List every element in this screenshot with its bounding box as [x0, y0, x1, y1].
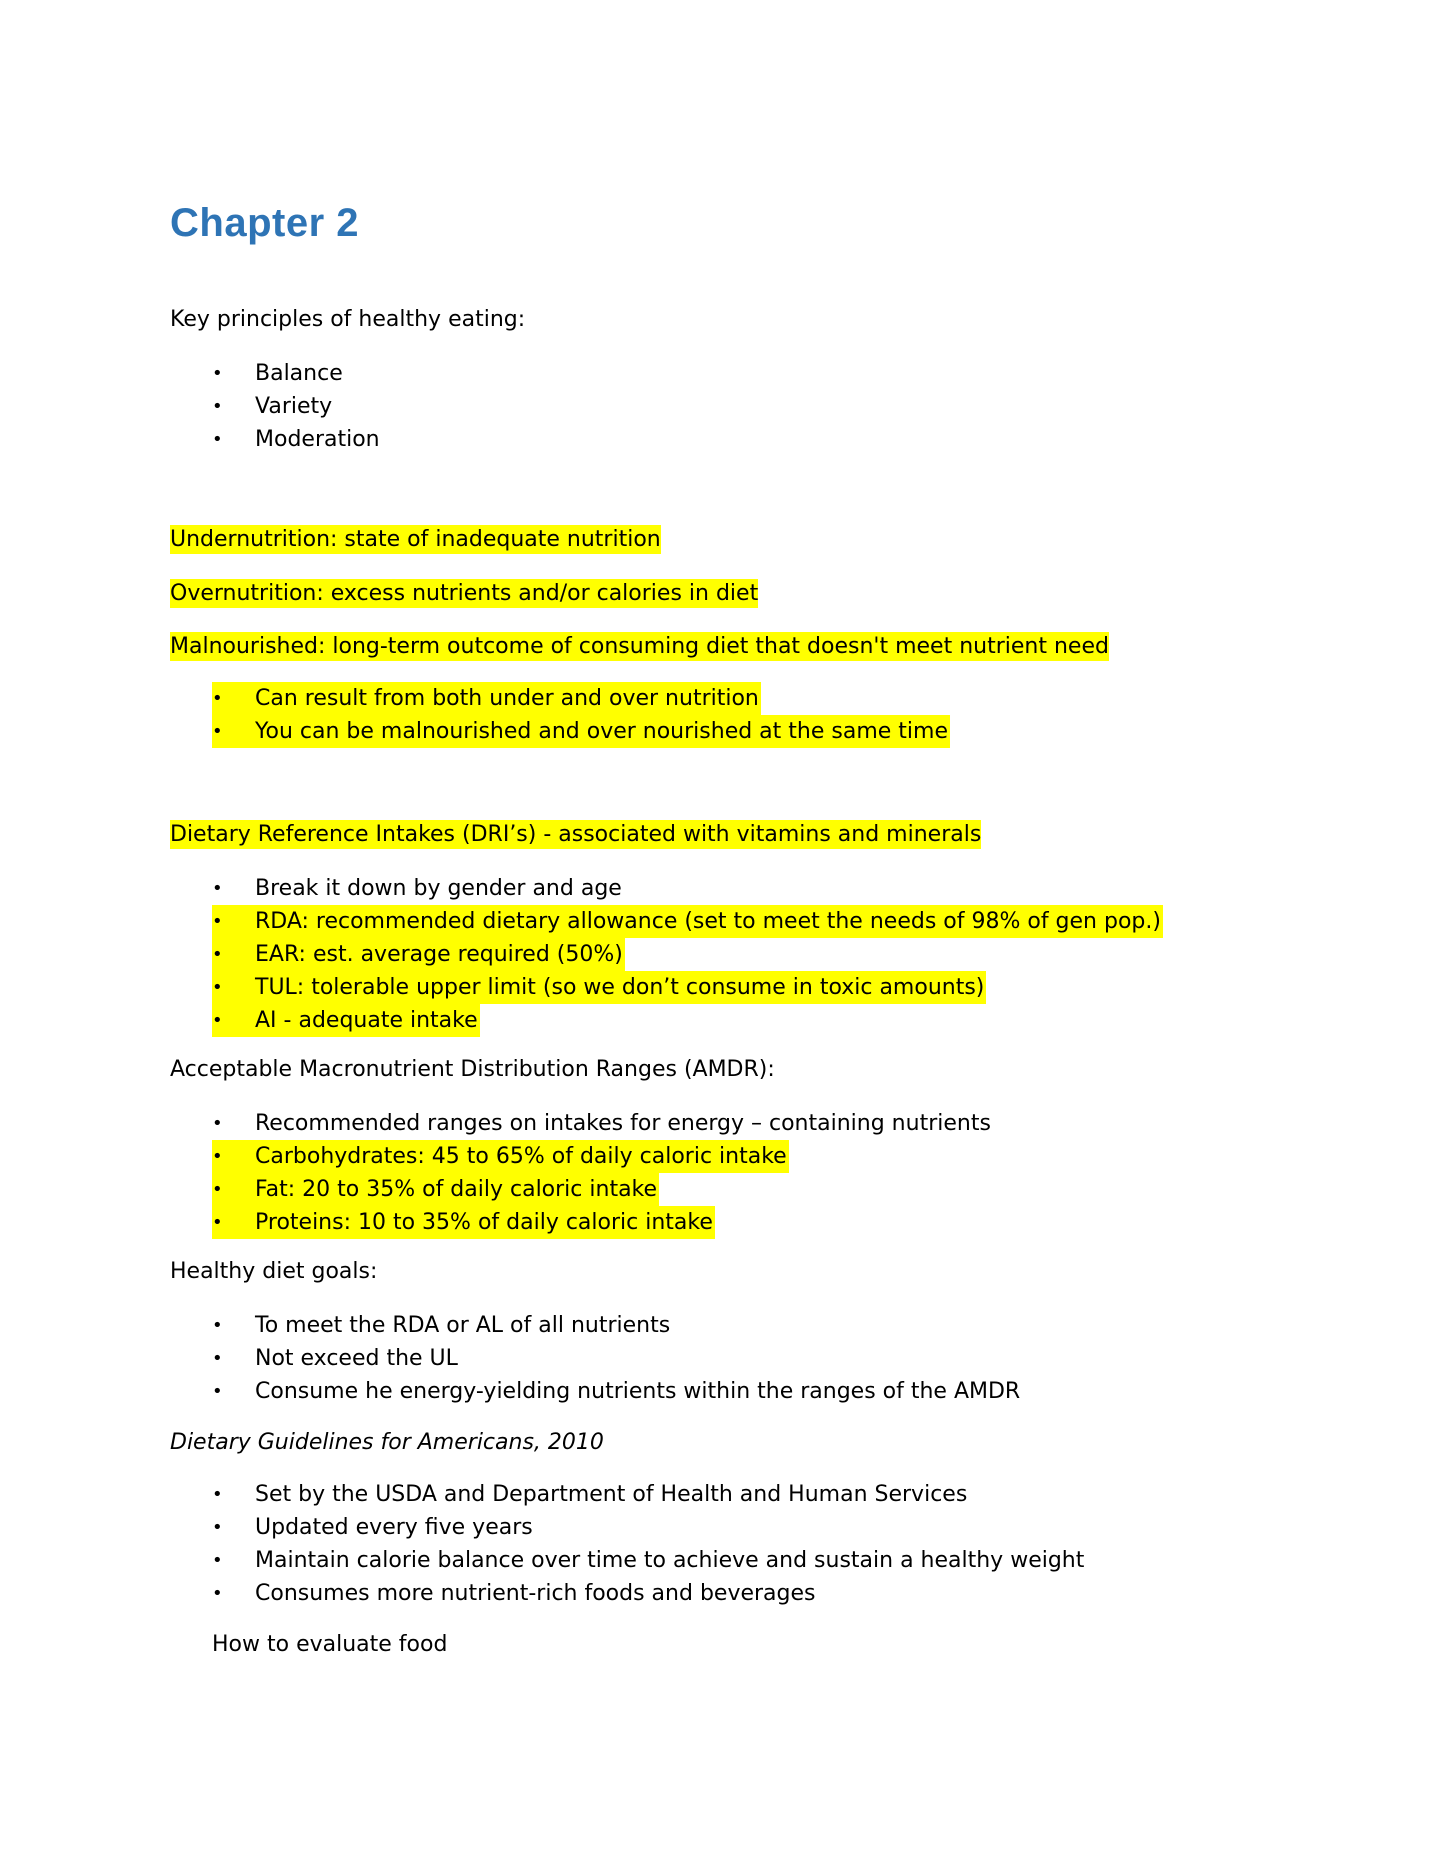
dri-list: [170, 872, 1300, 1037]
list-item: • TUL: tolerable upper limit (so we don’t consume in toxic amounts): [212, 971, 986, 1004]
list-item: • Balance: [212, 357, 1300, 390]
evaluate-food-heading: How to evaluate food: [212, 1632, 448, 1657]
bullet-icon: •: [212, 1179, 223, 1200]
list-item: • Moderation: [212, 423, 1300, 456]
bullet-icon: •: [212, 1583, 223, 1604]
list-item: • Set by the USDA and Department of Health and Human Services: [212, 1478, 1300, 1511]
malnourished-definition: Malnourished: long-term outcome of consuming diet that doesn't meet nutrient need: [170, 634, 1109, 659]
bullet-icon: •: [212, 688, 223, 709]
list-item: • Fat: 20 to 35% of daily caloric intake: [212, 1173, 659, 1206]
overnutrition-definition: Overnutrition: excess nutrients and/or calories in diet: [170, 581, 759, 606]
bullet-icon: •: [212, 396, 223, 417]
list-item: • Break it down by gender and age: [212, 872, 1300, 905]
amdr-list: [170, 1107, 1300, 1239]
list-item: • Variety: [212, 390, 1300, 423]
list-item: • RDA: recommended dietary allowance (set to meet the needs of 98% of gen pop.): [212, 905, 1163, 938]
bullet-icon: •: [212, 1381, 223, 1402]
bullet-icon: •: [212, 944, 223, 965]
bullet-icon: •: [212, 911, 223, 932]
list-item: • EAR: est. average required (50%): [212, 938, 625, 971]
key-principles-heading: Key principles of healthy eating:: [170, 307, 526, 332]
guidelines-list: [170, 1478, 1300, 1610]
list-item: • You can be malnourished and over nourished at the same time: [212, 715, 950, 748]
list-item: • Recommended ranges on intakes for energy – containing nutrients: [212, 1107, 1300, 1140]
undernutrition-definition: Undernutrition: state of inadequate nutrition: [170, 527, 661, 552]
bullet-icon: •: [212, 1550, 223, 1571]
guidelines-heading: Dietary Guidelines for Americans, 2010: [170, 1430, 604, 1455]
bullet-icon: •: [212, 721, 223, 742]
goals-list: [170, 1309, 1300, 1408]
goals-heading: Healthy diet goals:: [170, 1259, 378, 1284]
list-item: • Carbohydrates: 45 to 65% of daily caloric intake: [212, 1140, 789, 1173]
list-item: • Consumes more nutrient-rich foods and beverages: [212, 1577, 1300, 1610]
list-item: • Not exceed the UL: [212, 1342, 1300, 1375]
bullet-icon: •: [212, 1517, 223, 1538]
bullet-icon: •: [212, 977, 223, 998]
bullet-icon: •: [212, 1010, 223, 1031]
list-item: • AI - adequate intake: [212, 1004, 480, 1037]
list-item: • Consume he energy-yielding nutrients within the ranges of the AMDR: [212, 1375, 1300, 1408]
dri-heading: Dietary Reference Intakes (DRI’s) - associated with vitamins and minerals: [170, 822, 982, 847]
list-item: • Updated every five years: [212, 1511, 1300, 1544]
list-item: • To meet the RDA or AL of all nutrients: [212, 1309, 1300, 1342]
list-item: • Proteins: 10 to 35% of daily caloric intake: [212, 1206, 715, 1239]
bullet-icon: •: [212, 878, 223, 899]
list-item: • Maintain calorie balance over time to achieve and sustain a healthy weight: [212, 1544, 1300, 1577]
key-principles-list: [170, 357, 1300, 456]
list-item: • Can result from both under and over nutrition: [212, 682, 761, 715]
bullet-icon: •: [212, 1113, 223, 1134]
bullet-icon: •: [212, 1146, 223, 1167]
bullet-icon: •: [212, 1212, 223, 1233]
malnourished-list: [170, 682, 1300, 748]
bullet-icon: •: [212, 1315, 223, 1336]
bullet-icon: •: [212, 363, 223, 384]
bullet-icon: •: [212, 1348, 223, 1369]
document-page: [170, 195, 1300, 1660]
amdr-heading: Acceptable Macronutrient Distribution Ranges (AMDR):: [170, 1057, 775, 1082]
bullet-icon: •: [212, 1484, 223, 1505]
bullet-icon: •: [212, 429, 223, 450]
chapter-title: Chapter 2: [170, 201, 359, 245]
